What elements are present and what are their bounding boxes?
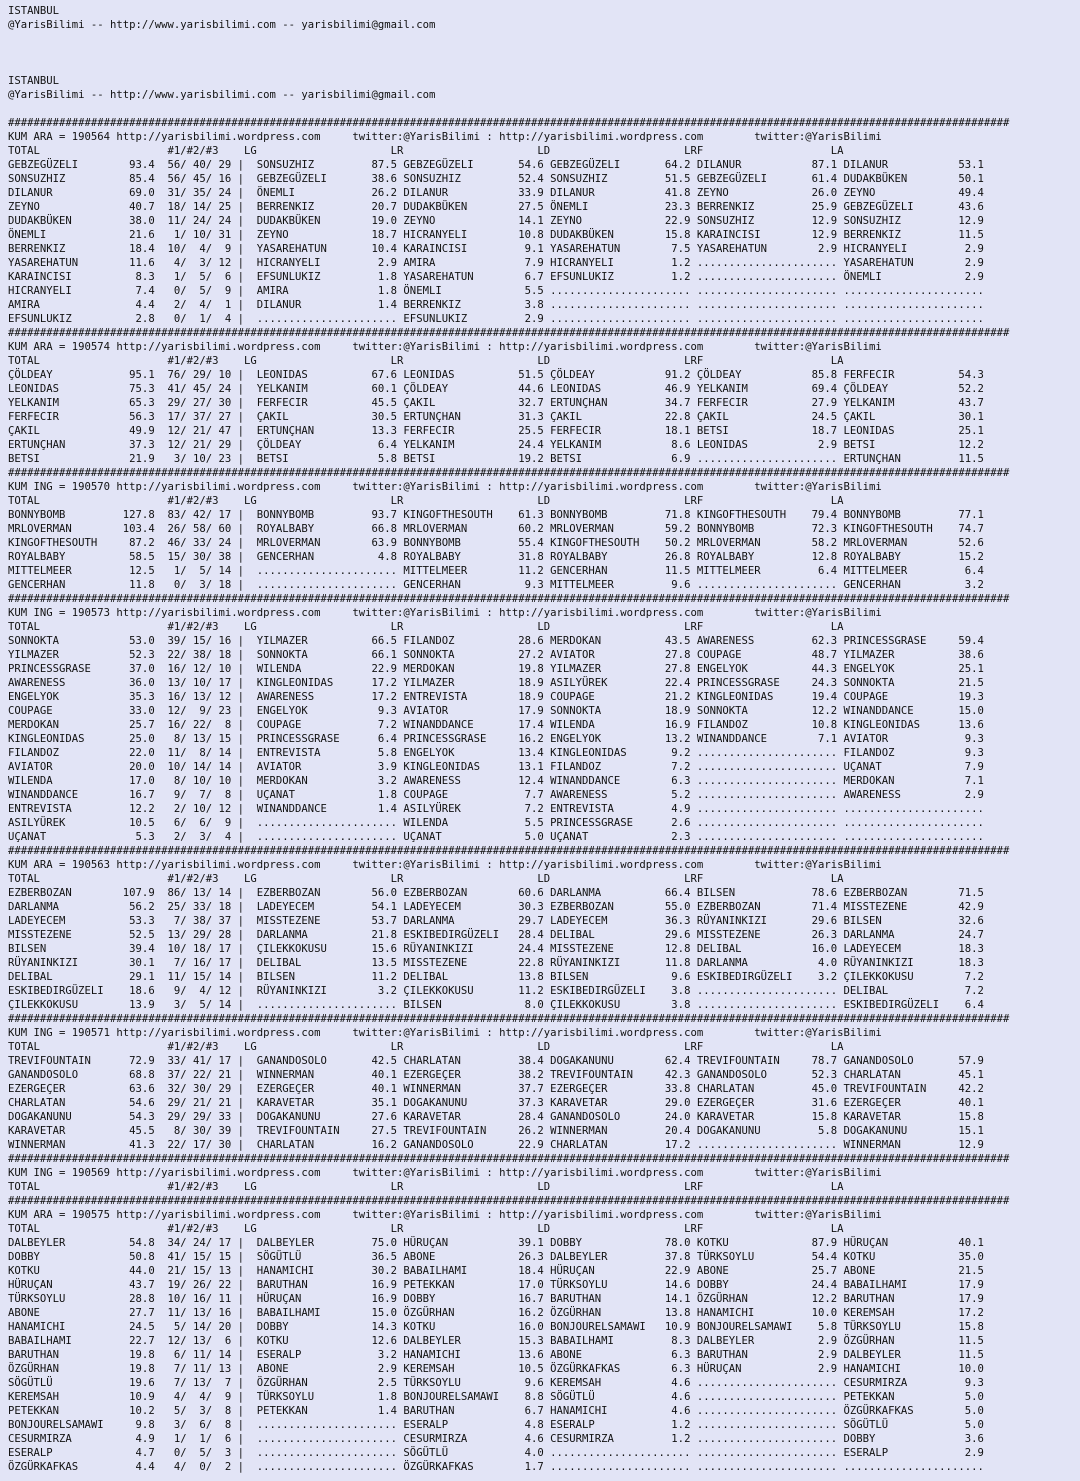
separator-line: ############################################################################################################################################################# [8,1195,1010,1207]
race-header-line: KUM ARA = 190564 http://yarisbilimi.wordpress.com twitter:@YarisBilimi : http://yarisbilimi.wordpress.com twitter:@YarisBilimi [8,131,882,143]
horse-row: ESERALP 4.7 0/ 5/ 3 | ...................... SÖGÜTLÜ 4.0 ...................... ...................... ESERALP 2.9 [8,1447,984,1459]
column-header-line: TOTAL #1/#2/#3 LG LR LD LRF LA [8,621,844,633]
separator-line: ############################################################################################################################################################# [8,1153,1010,1165]
horse-row: DUDAKBÜKEN 38.0 11/ 24/ 24 | DUDAKBÜKEN 19.0 ZEYNO 14.1 ZEYNO 22.9 SONSUZHIZ 12.9 SONSUZHIZ 12.9 [8,215,984,227]
horse-row: ROYALBABY 58.5 15/ 30/ 38 | GENCERHAN 4.8 ROYALBABY 31.8 ROYALBABY 26.8 ROYALBABY 12.8 ROYALBABY 15.2 [8,551,984,563]
blank-line [8,46,1080,60]
horse-row: EFSUNLUKIZ 2.8 0/ 1/ 4 | ...................... EFSUNLUKIZ 2.9 ...................... ...................... ...................... [8,313,984,325]
blank-line [8,60,1080,74]
race-header-line: KUM ARA = 190574 http://yarisbilimi.wordpress.com twitter:@YarisBilimi : http://yarisbilimi.wordpress.com twitter:@YarisBilimi [8,341,882,353]
horse-row: WINNERMAN 41.3 22/ 17/ 30 | CHARLATAN 16.2 GANANDOSOLO 22.9 CHARLATAN 17.2 ...................... WINNERMAN 12.9 [8,1139,984,1151]
horse-row: KARAINCISI 8.3 1/ 5/ 6 | EFSUNLUKIZ 1.8 YASAREHATUN 6.7 EFSUNLUKIZ 1.2 ...................... ÖNEMLI 2.9 [8,271,984,283]
horse-row: YASAREHATUN 11.6 4/ 3/ 12 | HICRANYELI 2.9 AMIRA 7.9 HICRANYELI 1.2 ...................... YASAREHATUN 2.9 [8,257,984,269]
race-header-line: KUM ING = 190571 http://yarisbilimi.wordpress.com twitter:@YarisBilimi : http://yarisbilimi.wordpress.com twitter:@YarisBilimi [8,1027,882,1039]
horse-row: MRLOVERMAN 103.4 26/ 58/ 60 | ROYALBABY 66.8 MRLOVERMAN 60.2 MRLOVERMAN 59.2 BONNYBOMB 72.3 KINGOFTHESOUTH 74.7 [8,523,984,535]
column-header-line: TOTAL #1/#2/#3 LG LR LD LRF LA [8,873,844,885]
race-header-line: KUM ING = 190569 http://yarisbilimi.wordpress.com twitter:@YarisBilimi : http://yarisbilimi.wordpress.com twitter:@YarisBilimi [8,1167,882,1179]
horse-row: COUPAGE 33.0 12/ 9/ 23 | ENGELYOK 9.3 AVIATOR 17.9 SONNOKTA 18.9 SONNOKTA 12.2 WINANDDANCE 15.0 [8,705,984,717]
horse-row: SONSUZHIZ 85.4 56/ 45/ 16 | GEBZEGÜZELI 38.6 SONSUZHIZ 52.4 SONSUZHIZ 51.5 GEBZEGÜZELI 61.4 DUDAKBÜKEN 50.1 [8,173,984,185]
horse-row: CHARLATAN 54.6 29/ 21/ 21 | KARAVETAR 35.1 DOGAKANUNU 37.3 KARAVETAR 29.0 EZERGEÇER 31.6 EZERGEÇER 40.1 [8,1097,984,1109]
horse-row: LEONIDAS 75.3 41/ 45/ 24 | YELKANIM 60.1 ÇÖLDEAY 44.6 LEONIDAS 46.9 YELKANIM 69.4 ÇÖLDEAY 52.2 [8,383,984,395]
separator-line: ############################################################################################################################################################# [8,467,1010,479]
horse-row: SONNOKTA 53.0 39/ 15/ 16 | YILMAZER 66.5 FILANDOZ 28.6 MERDOKAN 43.5 AWARENESS 62.3 PRINCESSGRASE 59.4 [8,635,984,647]
race-header-line: KUM ARA = 190575 http://yarisbilimi.wordpress.com twitter:@YarisBilimi : http://yarisbilimi.wordpress.com twitter:@YarisBilimi [8,1209,882,1221]
horse-row: KINGOFTHESOUTH 87.2 46/ 33/ 24 | MRLOVERMAN 63.9 BONNYBOMB 55.4 KINGOFTHESOUTH 50.2 MRLOVERMAN 58.2 MRLOVERMAN 52.6 [8,537,984,549]
horse-row: GANANDOSOLO 68.8 37/ 22/ 21 | WINNERMAN 40.1 EZERGEÇER 38.2 TREVIFOUNTAIN 42.3 GANANDOSOLO 52.3 CHARLATAN 45.1 [8,1069,984,1081]
horse-row: BABAILHAMI 22.7 12/ 13/ 6 | KOTKU 12.6 DALBEYLER 15.3 BABAILHAMI 8.3 DALBEYLER 2.9 ÖZGÜRHAN 11.5 [8,1335,984,1347]
horse-row: ENTREVISTA 12.2 2/ 10/ 12 | WINANDDANCE 1.4 ASILYÜREK 7.2 ENTREVISTA 4.9 ...................... ...................... [8,803,984,815]
column-header-line: TOTAL #1/#2/#3 LG LR LD LRF LA [8,355,844,367]
horse-row: ENGELYOK 35.3 16/ 13/ 12 | AWARENESS 17.2 ENTREVISTA 18.9 COUPAGE 21.2 KINGLEONIDAS 19.4 COUPAGE 19.3 [8,691,984,703]
horse-row: BONNYBOMB 127.8 83/ 42/ 17 | BONNYBOMB 93.7 KINGOFTHESOUTH 61.3 BONNYBOMB 71.8 KINGOFTHESOUTH 79.4 BONNYBOMB 77.1 [8,509,984,521]
horse-row: YILMAZER 52.3 22/ 38/ 18 | SONNOKTA 66.1 SONNOKTA 27.2 AVIATOR 27.8 COUPAGE 48.7 YILMAZER 38.6 [8,649,984,661]
horse-row: DALBEYLER 54.8 34/ 24/ 17 | DALBEYLER 75.0 HÜRUÇAN 39.1 DOBBY 78.0 KOTKU 87.9 HÜRUÇAN 40.1 [8,1237,984,1249]
horse-row: ÖZGÜRKAFKAS 4.4 4/ 0/ 2 | ...................... ÖZGÜRKAFKAS 1.7 ...................... ...................... ...................... [8,1461,984,1473]
horse-row: BONJOURELSAMAWI 9.8 3/ 6/ 8 | ...................... ESERALP 4.8 ESERALP 1.2 ...................... SÖGÜTLÜ 5.0 [8,1419,984,1431]
race-header-line: KUM ING = 190570 http://yarisbilimi.wordpress.com twitter:@YarisBilimi : http://yarisbilimi.wordpress.com twitter:@YarisBilimi [8,481,882,493]
column-header-line: TOTAL #1/#2/#3 LG LR LD LRF LA [8,495,844,507]
column-header-line: TOTAL #1/#2/#3 LG LR LD LRF LA [8,1041,844,1053]
horse-row: ÖZGÜRHAN 19.8 7/ 11/ 13 | ABONE 2.9 KEREMSAH 10.5 ÖZGÜRKAFKAS 6.3 HÜRUÇAN 2.9 HANAMICHI 10.0 [8,1363,984,1375]
horse-row: ERTUNÇHAN 37.3 12/ 21/ 29 | ÇÖLDEAY 6.4 YELKANIM 24.4 YELKANIM 8.6 LEONIDAS 2.9 BETSI 12.2 [8,439,984,451]
column-header-line: TOTAL #1/#2/#3 LG LR LD LRF LA [8,145,844,157]
horse-row: BERRENKIZ 18.4 10/ 4/ 9 | YASAREHATUN 10.4 KARAINCISI 9.1 YASAREHATUN 7.5 YASAREHATUN 2.9 HICRANYELI 2.9 [8,243,984,255]
horse-row: HÜRUÇAN 43.7 19/ 26/ 22 | BARUTHAN 16.9 PETEKKAN 17.0 TÜRKSOYLU 14.6 DOBBY 24.4 BABAILHAMI 17.9 [8,1279,984,1291]
race-header-line: KUM ARA = 190563 http://yarisbilimi.wordpress.com twitter:@YarisBilimi : http://yarisbilimi.wordpress.com twitter:@YarisBilimi [8,859,882,871]
horse-row: WINANDDANCE 16.7 9/ 7/ 8 | UÇANAT 1.8 COUPAGE 7.7 AWARENESS 5.2 ...................... AWARENESS 2.9 [8,789,984,801]
horse-row: SÖGÜTLÜ 19.6 7/ 13/ 7 | ÖZGÜRHAN 2.5 TÜRKSOYLU 9.6 KEREMSAH 4.6 ...................... CESURMIRZA 9.3 [8,1377,984,1389]
title-line: ISTANBUL [8,5,60,17]
column-header-line: TOTAL #1/#2/#3 LG LR LD LRF LA [8,1223,844,1235]
horse-row: ABONE 27.7 11/ 13/ 16 | BABAILHAMI 15.0 ÖZGÜRHAN 16.2 ÖZGÜRHAN 13.8 HANAMICHI 10.0 KEREMSAH 17.2 [8,1307,984,1319]
horse-row: BARUTHAN 19.8 6/ 11/ 14 | ESERALP 3.2 HANAMICHI 13.6 ABONE 6.3 BARUTHAN 2.9 DALBEYLER 11.5 [8,1349,984,1361]
horse-row: TÜRKSOYLU 28.8 10/ 16/ 11 | HÜRUÇAN 16.9 DOBBY 16.7 BARUTHAN 14.1 ÖZGÜRHAN 12.2 BARUTHAN 17.9 [8,1293,984,1305]
horse-row: ÖNEMLI 21.6 1/ 10/ 31 | ZEYNO 18.7 HICRANYELI 10.8 DUDAKBÜKEN 15.8 KARAINCISI 12.9 BERRENKIZ 11.5 [8,229,984,241]
separator-line: ############################################################################################################################################################# [8,593,1010,605]
horse-row: EZBERBOZAN 107.9 86/ 13/ 14 | EZBERBOZAN 56.0 EZBERBOZAN 60.6 DARLANMA 66.4 BILSEN 78.6 EZBERBOZAN 71.5 [8,887,984,899]
title-line: ISTANBUL [8,75,60,87]
title-line: @YarisBilimi -- http://www.yarisbilimi.com -- yarisbilimi@gmail.com [8,19,436,31]
blank-line [8,102,1080,116]
horse-row: BILSEN 39.4 10/ 18/ 17 | ÇILEKKOKUSU 15.6 RÜYANINKIZI 24.4 MISSTEZENE 12.8 DELIBAL 16.0 LADEYECEM 18.3 [8,943,984,955]
horse-row: GEBZEGÜZELI 93.4 56/ 40/ 29 | SONSUZHIZ 87.5 GEBZEGÜZELI 54.6 GEBZEGÜZELI 64.2 DILANUR 87.1 DILANUR 53.1 [8,159,984,171]
horse-row: KINGLEONIDAS 25.0 8/ 13/ 15 | PRINCESSGRASE 6.4 PRINCESSGRASE 16.2 ENGELYOK 13.2 WINANDDANCE 7.1 AVIATOR 9.3 [8,733,984,745]
horse-row: DILANUR 69.0 31/ 35/ 24 | ÖNEMLI 26.2 DILANUR 33.9 DILANUR 41.8 ZEYNO 26.0 ZEYNO 49.4 [8,187,984,199]
separator-line: ############################################################################################################################################################# [8,327,1010,339]
horse-row: YELKANIM 65.3 29/ 27/ 30 | FERFECIR 45.5 ÇAKIL 32.7 ERTUNÇHAN 34.7 FERFECIR 27.9 YELKANIM 43.7 [8,397,984,409]
horse-row: PRINCESSGRASE 37.0 16/ 12/ 10 | WILENDA 22.9 MERDOKAN 19.8 YILMAZER 27.8 ENGELYOK 44.3 ENGELYOK 25.1 [8,663,984,675]
horse-row: KOTKU 44.0 21/ 15/ 13 | HANAMICHI 30.2 BABAILHAMI 18.4 HÜRUÇAN 22.9 ABONE 25.7 ABONE 21.5 [8,1265,984,1277]
horse-row: FILANDOZ 22.0 11/ 8/ 14 | ENTREVISTA 5.8 ENGELYOK 13.4 KINGLEONIDAS 9.2 ...................... FILANDOZ 9.3 [8,747,984,759]
horse-row: DARLANMA 56.2 25/ 33/ 18 | LADEYECEM 54.1 LADEYECEM 30.3 EZBERBOZAN 55.0 EZBERBOZAN 71.4 MISSTEZENE 42.9 [8,901,984,913]
horse-row: DOBBY 50.8 41/ 15/ 15 | SÖGÜTLÜ 36.5 ABONE 26.3 DALBEYLER 37.8 TÜRKSOYLU 54.4 KOTKU 35.0 [8,1251,984,1263]
title-line: @YarisBilimi -- http://www.yarisbilimi.com -- yarisbilimi@gmail.com [8,89,436,101]
horse-row: AWARENESS 36.0 13/ 10/ 17 | KINGLEONIDAS 17.2 YILMAZER 18.9 ASILYÜREK 22.4 PRINCESSGRASE 24.3 SONNOKTA 21.5 [8,677,984,689]
horse-row: CESURMIRZA 4.9 1/ 1/ 6 | ...................... CESURMIRZA 4.6 CESURMIRZA 1.2 ...................... DOBBY 3.6 [8,1433,984,1445]
horse-row: ÇÖLDEAY 95.1 76/ 29/ 10 | LEONIDAS 67.6 LEONIDAS 51.5 ÇÖLDEAY 91.2 ÇÖLDEAY 85.8 FERFECIR 54.3 [8,369,984,381]
horse-row: AVIATOR 20.0 10/ 14/ 14 | AVIATOR 3.9 KINGLEONIDAS 13.1 FILANDOZ 7.2 ...................... UÇANAT 7.9 [8,761,984,773]
horse-row: MISSTEZENE 52.5 13/ 29/ 28 | DARLANMA 21.8 ESKIBEDIRGÜZELI 28.4 DELIBAL 29.6 MISSTEZENE 26.3 DARLANMA 24.7 [8,929,984,941]
horse-row: ZEYNO 40.7 18/ 14/ 25 | BERRENKIZ 20.7 DUDAKBÜKEN 27.5 ÖNEMLI 23.3 BERRENKIZ 25.9 GEBZEGÜZELI 43.6 [8,201,984,213]
horse-row: KEREMSAH 10.9 4/ 4/ 9 | TÜRKSOYLU 1.8 BONJOURELSAMAWI 8.8 SÖGÜTLÜ 4.6 ...................... PETEKKAN 5.0 [8,1391,984,1403]
horse-row: HICRANYELI 7.4 0/ 5/ 9 | AMIRA 1.8 ÖNEMLI 5.5 ...................... ...................... ...................... [8,285,984,297]
separator-line: ############################################################################################################################################################# [8,117,1010,129]
blank-line [8,32,1080,46]
horse-row: ÇILEKKOKUSU 13.9 3/ 5/ 14 | ...................... BILSEN 8.0 ÇILEKKOKUSU 3.8 ...................... ESKIBEDIRGÜZELI 6.4 [8,999,984,1011]
horse-row: ÇAKIL 49.9 12/ 21/ 47 | ERTUNÇHAN 13.3 FERFECIR 25.5 FERFECIR 18.1 BETSI 18.7 LEONIDAS 25.1 [8,425,984,437]
race-header-line: KUM ING = 190573 http://yarisbilimi.wordpress.com twitter:@YarisBilimi : http://yarisbilimi.wordpress.com twitter:@YarisBilimi [8,607,882,619]
horse-row: MITTELMEER 12.5 1/ 5/ 14 | ...................... MITTELMEER 11.2 GENCERHAN 11.5 MITTELMEER 6.4 MITTELMEER 6.4 [8,565,984,577]
separator-line: ############################################################################################################################################################# [8,1013,1010,1025]
column-header-line: TOTAL #1/#2/#3 LG LR LD LRF LA [8,1181,844,1193]
horse-row: MERDOKAN 25.7 16/ 22/ 8 | COUPAGE 7.2 WINANDDANCE 17.4 WILENDA 16.9 FILANDOZ 10.8 KINGLEONIDAS 13.6 [8,719,984,731]
horse-row: ASILYÜREK 10.5 6/ 6/ 9 | ...................... WILENDA 5.5 PRINCESSGRASE 2.6 ...................... ...................... [8,817,984,829]
horse-row: EZERGEÇER 63.6 32/ 30/ 29 | EZERGEÇER 40.1 WINNERMAN 37.7 EZERGEÇER 33.8 CHARLATAN 45.0 TREVIFOUNTAIN 42.2 [8,1083,984,1095]
horse-row: KARAVETAR 45.5 8/ 30/ 39 | TREVIFOUNTAIN 27.5 TREVIFOUNTAIN 26.2 WINNERMAN 20.4 DOGAKANUNU 5.8 DOGAKANUNU 15.1 [8,1125,984,1137]
separator-line: ############################################################################################################################################################# [8,845,1010,857]
horse-row: AMIRA 4.4 2/ 4/ 1 | DILANUR 1.4 BERRENKIZ 3.8 ...................... ...................... ...................... [8,299,984,311]
horse-row: DOGAKANUNU 54.3 29/ 29/ 33 | DOGAKANUNU 27.6 KARAVETAR 28.4 GANANDOSOLO 24.0 KARAVETAR 15.8 KARAVETAR 15.8 [8,1111,984,1123]
horse-row: DELIBAL 29.1 11/ 15/ 14 | BILSEN 11.2 DELIBAL 13.8 BILSEN 9.6 ESKIBEDIRGÜZELI 3.2 ÇILEKKOKUSU 7.2 [8,971,984,983]
horse-row: FERFECIR 56.3 17/ 37/ 27 | ÇAKIL 30.5 ERTUNÇHAN 31.3 ÇAKIL 22.8 ÇAKIL 24.5 ÇAKIL 30.1 [8,411,984,423]
horse-row: BETSI 21.9 3/ 10/ 23 | BETSI 5.8 BETSI 19.2 BETSI 6.9 ...................... ERTUNÇHAN 11.5 [8,453,984,465]
horse-row: GENCERHAN 11.8 0/ 3/ 18 | ...................... GENCERHAN 9.3 MITTELMEER 9.6 ...................... GENCERHAN 3.2 [8,579,984,591]
horse-row: HANAMICHI 24.5 5/ 14/ 20 | DOBBY 14.3 KOTKU 16.0 BONJOURELSAMAWI 10.9 BONJOURELSAMAWI 5.8 TÜRKSOYLU 15.8 [8,1321,984,1333]
horse-row: LADEYECEM 53.3 7/ 38/ 37 | MISSTEZENE 53.7 DARLANMA 29.7 LADEYECEM 36.3 RÜYANINKIZI 29.6 BILSEN 32.6 [8,915,984,927]
horse-row: PETEKKAN 10.2 5/ 3/ 8 | PETEKKAN 1.4 BARUTHAN 6.7 HANAMICHI 4.6 ...................... ÖZGÜRKAFKAS 5.0 [8,1405,984,1417]
horse-row: RÜYANINKIZI 30.1 7/ 16/ 17 | DELIBAL 13.5 MISSTEZENE 22.8 RÜYANINKIZI 11.8 DARLANMA 4.0 RÜYANINKIZI 18.3 [8,957,984,969]
horse-row: TREVIFOUNTAIN 72.9 33/ 41/ 17 | GANANDOSOLO 42.5 CHARLATAN 38.4 DOGAKANUNU 62.4 TREVIFOUNTAIN 78.7 GANANDOSOLO 57.9 [8,1055,984,1067]
horse-row: WILENDA 17.0 8/ 10/ 10 | MERDOKAN 3.2 AWARENESS 12.4 WINANDDANCE 6.3 ...................... MERDOKAN 7.1 [8,775,984,787]
horse-row: UÇANAT 5.3 2/ 3/ 4 | ...................... UÇANAT 5.0 UÇANAT 2.3 ...................... ...................... [8,831,984,843]
horse-row: ESKIBEDIRGÜZELI 18.6 9/ 4/ 12 | RÜYANINKIZI 3.2 ÇILEKKOKUSU 11.2 ESKIBEDIRGÜZELI 3.8 ...................... DELIBAL 7.2 [8,985,984,997]
